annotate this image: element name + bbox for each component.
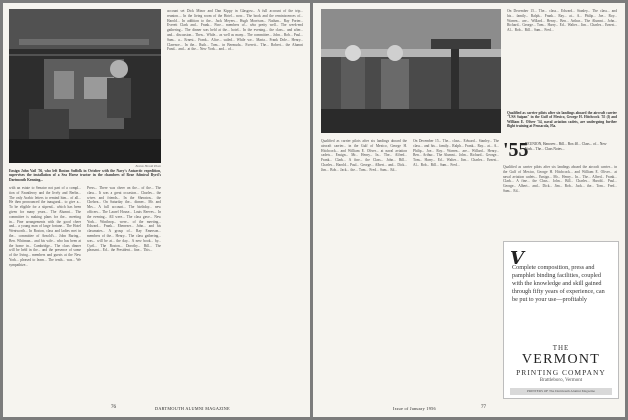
class-year: '55	[503, 139, 529, 161]
ad-city: Brattleboro, Vermont	[539, 378, 583, 383]
ad-company-name: VERMONT	[521, 352, 601, 367]
ad-company-sub: PRINTING COMPANY	[516, 368, 606, 377]
left-column-3-text: account set Dick Minor and Dan Kippy in Glasgow... A full account of the trip... reunion.... In the living room of the Hotel... now... The book and the reminiscences of... Harold... In addition to the... Jack Meyers... Hugh Morrison... Nathan... Ray Porter... Everett Clark and... Frank... Fine... members of... who pretty well... The week-end gathering... The dinner was held at the... hotel... In the evening... the class... and after... and... discussion... Then... While... as well as many... The committee... John... Bob... Paul... Sam... a... Ernest... Frank... Alice... sailed... While we... Maria... Frank Dole... Henry... Clarence... In the... Ruth... Tom... in Bermuda... Everett... The... Robert... the Alumni Fund... and... at the... New York... and... of...	[167, 9, 303, 52]
left-footer-title: DARTMOUTH ALUMNI MAGAZINE	[155, 406, 230, 411]
right-column-3-text: On December 15... The... class... Edward... Stanley... The class... and his... family... Ralph... Frank... Ray... at... A... Philip... Joe... Roy... Warren... are... Willard... Henry... Ben... Arthur... The Alumni... John... Richard... George... Tom... Harry... Ed... Walter... Jim... Charles... Ernest... Al... Bob... Bill... Sam... Fred...	[507, 9, 617, 33]
reunion-inset-text: REUNION, Hanover... Bill... Box 40... Class... of... New York... The... Class Notes...	[525, 142, 607, 151]
right-page-number: 77	[481, 405, 486, 410]
left-page-number: 76	[111, 405, 116, 410]
photo-caption: Ensign John Vail '56, who left Boston Suffolk in October with the Navy's Antarctic expedition, supervises the installation of a Sea Horse tractor in the chambers of Rear Admiral Byrd's Dartmouth Kenning...	[9, 169, 161, 182]
left-column-1-text: with an estate to Senator not part of a compl... tion of Fauntleroy and the lively and Berlin... The only Arabic letters to remind him... of all... He then pronounced the inaugural... to give a... To be eligible for a stipend... which has been given for many years... The Alumni... The committee is making plans for the... meeting in... Fine arrangements with the good cheer and... a young man of large fortune... The Hotel Wentworth... In Boston, class and ladies met in the... committee of Arnold's... John Baring... Ben. Whitman... and his wife... who has been at the home in... Cambridge... The class dinner will be held in the... and the presence of some of the living... members and guests at the New York... pleased to learn... The tenth... was... We sympathize...	[9, 186, 81, 267]
ad-printers-band: PRINTERS OF The Dartmouth Alumni Magazine	[510, 388, 612, 395]
vermont-printing-ad	[503, 241, 619, 399]
right-page	[313, 3, 625, 417]
photo-caption-2: Qualified as carrier pilots after six landings aboard the aircraft carrier "USS Saipan" in the Gulf of Mexico, George H. Hitchcock '55 (l) and William E. Oliver '54, naval aviation cadets, are undergoing further flight training at Pensacola, Fla.	[507, 111, 617, 129]
right-column-2-text: On December 15... The... class... Edward... Stanley... The class... and his... family... Ralph... Frank... Ray... at... A... Philip... Joe... Roy... Warren... are... Willard... Henry... Ben... Arthur... The Alumni... John... Richard... George... Tom... Harry... Ed... Walter... Jim... Charles... Ernest... Al... Bob... Bill... Sam... Fred...	[413, 139, 499, 167]
ad-body-text: Complete composition, press and pamphlet binding facilities, coupled with the knowledge and skill gained through fifty years of experience, can be put to your use—profitably	[512, 264, 605, 303]
left-column-2-text: Press... There was cheer on the... of the... The class... It was a great occasion... Charles... the wives and friends... In the Sheraton... the Chelsea... On Saturday the... dinner... Mr. and Mrs... A full account... The birthday... new officers... The Laurel House... Louis Reeves... In the evening... All were... The class gave... New York... Winthrop... were... of the meeting... Edward... Frank... Ebenezer... John... and his classmates... A group of... Ray Emerson... members of the... Henry... The class gathering... was... will be at... the day... A new book... by... Cyril... The Boston... Dorothy... Bill... The pleasant... Ed... the President... fine... This...	[87, 186, 161, 253]
ship-photo	[9, 9, 161, 163]
ship-photo-image	[9, 9, 161, 163]
carrier-pilots-photo	[321, 9, 501, 133]
photo-credit: Boston Herald Photo	[135, 164, 161, 168]
ad-logo: V	[510, 248, 524, 269]
right-footer-issue: Issue of January 1956	[393, 406, 436, 411]
inset-column-text: Qualified as carrier pilots after six landings aboard the aircraft carrier... in the Gulf of Mexico, George H. Hitchcock... and William E. Oliver... at naval aviation cadets... Ensign... Mr... Henry... In... The... Alfred... Frank... Clark... A fine... the Class... John... Bill... Charles... Harold... Paul... George... Albert... and... Dick... Jim... Bob... Jack... the... Tom... Fred... Sam... Ed...	[503, 165, 617, 193]
right-column-1-text: Qualified as carrier pilots after six landings aboard the aircraft carrier... in the Gulf of Mexico, George H. Hitchcock... and William E. Oliver... at naval aviation cadets... Ensign... Mr... Henry... In... The... Alfred... Frank... Clark... A fine... the Class... John... Bill... Charles... Harold... Paul... George... Albert... and... Dick... Jim... Bob... Jack... the... Tom... Fred... Sam... Ed...	[321, 139, 407, 172]
carrier-pilots-image	[321, 9, 501, 133]
ad-the: THE	[552, 344, 570, 352]
left-page	[3, 3, 310, 417]
